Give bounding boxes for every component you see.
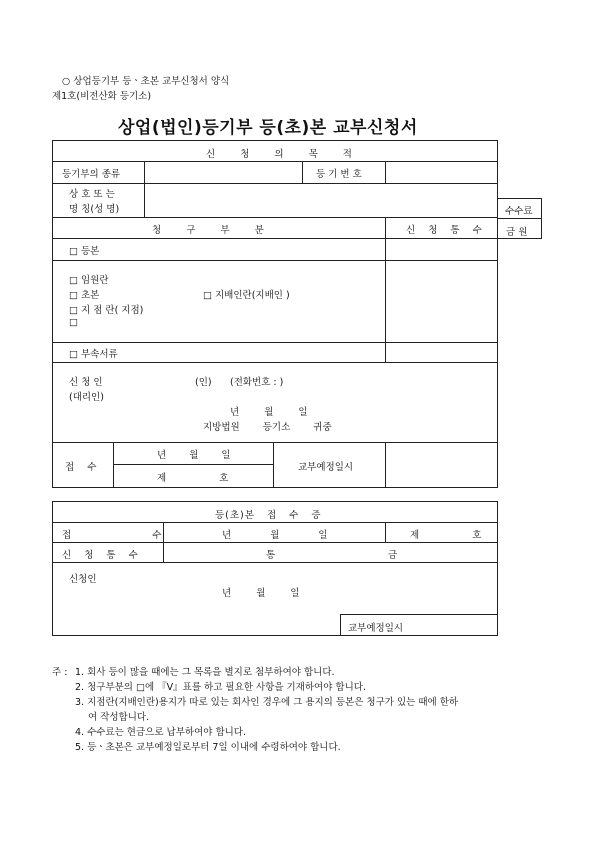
certificate-receipt-number: 제 호 bbox=[410, 530, 482, 541]
trade-name-label-line1: 상 호 또 는 bbox=[69, 189, 115, 200]
certificate-applicant-label: 신청인 bbox=[69, 574, 97, 585]
certificate-amount-unit: 금 bbox=[388, 550, 398, 561]
receipt-number: 제 호 bbox=[157, 473, 229, 484]
note-item: 여 작성합니다. bbox=[88, 712, 150, 723]
scheduled-issue-label: 교부예정일시 bbox=[298, 462, 354, 473]
purpose-header: 신 청 의 목 적 bbox=[206, 149, 363, 160]
applicant-label: 신 청 인 bbox=[69, 377, 103, 388]
checkbox-manager[interactable]: □ 지배인란(지배인 ) bbox=[203, 290, 290, 301]
phone-label: (전화번호 : ) bbox=[230, 377, 284, 388]
receipt-date: 년 월 일 bbox=[157, 450, 231, 461]
checkbox-excerpt[interactable]: □ 초본 bbox=[69, 290, 100, 301]
copies-header: 신 청 통 수 bbox=[406, 225, 487, 236]
certificate-header: 등(초)본 접 수 증 bbox=[215, 510, 322, 521]
request-section-header: 청 구 부 분 bbox=[152, 225, 275, 236]
fee-label: 수수료 bbox=[505, 206, 533, 217]
note-item: 4. 수수료는 현금으로 납부하여야 합니다. bbox=[75, 727, 246, 738]
certificate-receipt-label: 접 수 bbox=[62, 530, 162, 541]
application-date: 년 월 일 bbox=[230, 407, 308, 418]
certificate-copies-label: 신 청 통 수 bbox=[62, 550, 143, 561]
checkbox-officers[interactable]: □ 임원란 bbox=[69, 275, 109, 286]
note-item: 1. 회사 등이 많을 때에는 그 목록을 별지로 첨부하여야 합니다. bbox=[75, 667, 335, 678]
trade-name-label-line2: 명 칭(성 명) bbox=[69, 204, 120, 215]
registration-number-label: 등 기 번 호 bbox=[316, 169, 362, 180]
registry-type-label: 등기부의 종류 bbox=[62, 169, 121, 180]
page-title: 상업(법인)등기부 등(초)본 교부신청서 bbox=[118, 118, 418, 138]
checkbox-attachments[interactable]: □ 부속서류 bbox=[69, 349, 118, 360]
checkbox-certified-copy[interactable]: □ 등본 bbox=[69, 246, 100, 257]
note-item: 2. 청구부분의 □에 『V』표를 하고 필요한 사항을 기재하여야 합니다. bbox=[75, 682, 366, 693]
note-item: 3. 지점란(지배인란)용지가 따로 있는 회사인 경우에 그 용지의 등본은 청구가 있는 때에 한하 bbox=[75, 697, 459, 708]
form-number-label: 제1호(비전산화 등기소) bbox=[52, 91, 152, 102]
form-type-label: ○ 상업등기부 등ㆍ초본 교부신청서 양식 bbox=[62, 76, 230, 87]
certificate-scheduled-issue-label: 교부예정일시 bbox=[348, 623, 404, 634]
note-item: 5. 등ㆍ초본은 교부예정일로부터 7일 이내에 수령하여야 합니다. bbox=[75, 742, 341, 753]
fee-unit: 금 원 bbox=[506, 227, 528, 238]
notes-prefix: 주 : bbox=[52, 667, 68, 678]
court-label: 지방법원 등기소 귀중 bbox=[203, 422, 332, 433]
certificate-receipt-date: 년 월 일 bbox=[222, 530, 328, 541]
checkbox-branch[interactable]: □ 지 점 란( 지점) bbox=[69, 305, 144, 316]
certificate-copies-unit: 통 bbox=[266, 550, 276, 561]
certificate-applicant-date: 년 월 일 bbox=[222, 588, 300, 599]
seal-label: (인) bbox=[195, 377, 212, 388]
agent-label: (대리인) bbox=[69, 392, 104, 403]
receipt-label: 접 수 bbox=[65, 462, 97, 473]
checkbox-blank[interactable]: □ bbox=[69, 317, 78, 328]
